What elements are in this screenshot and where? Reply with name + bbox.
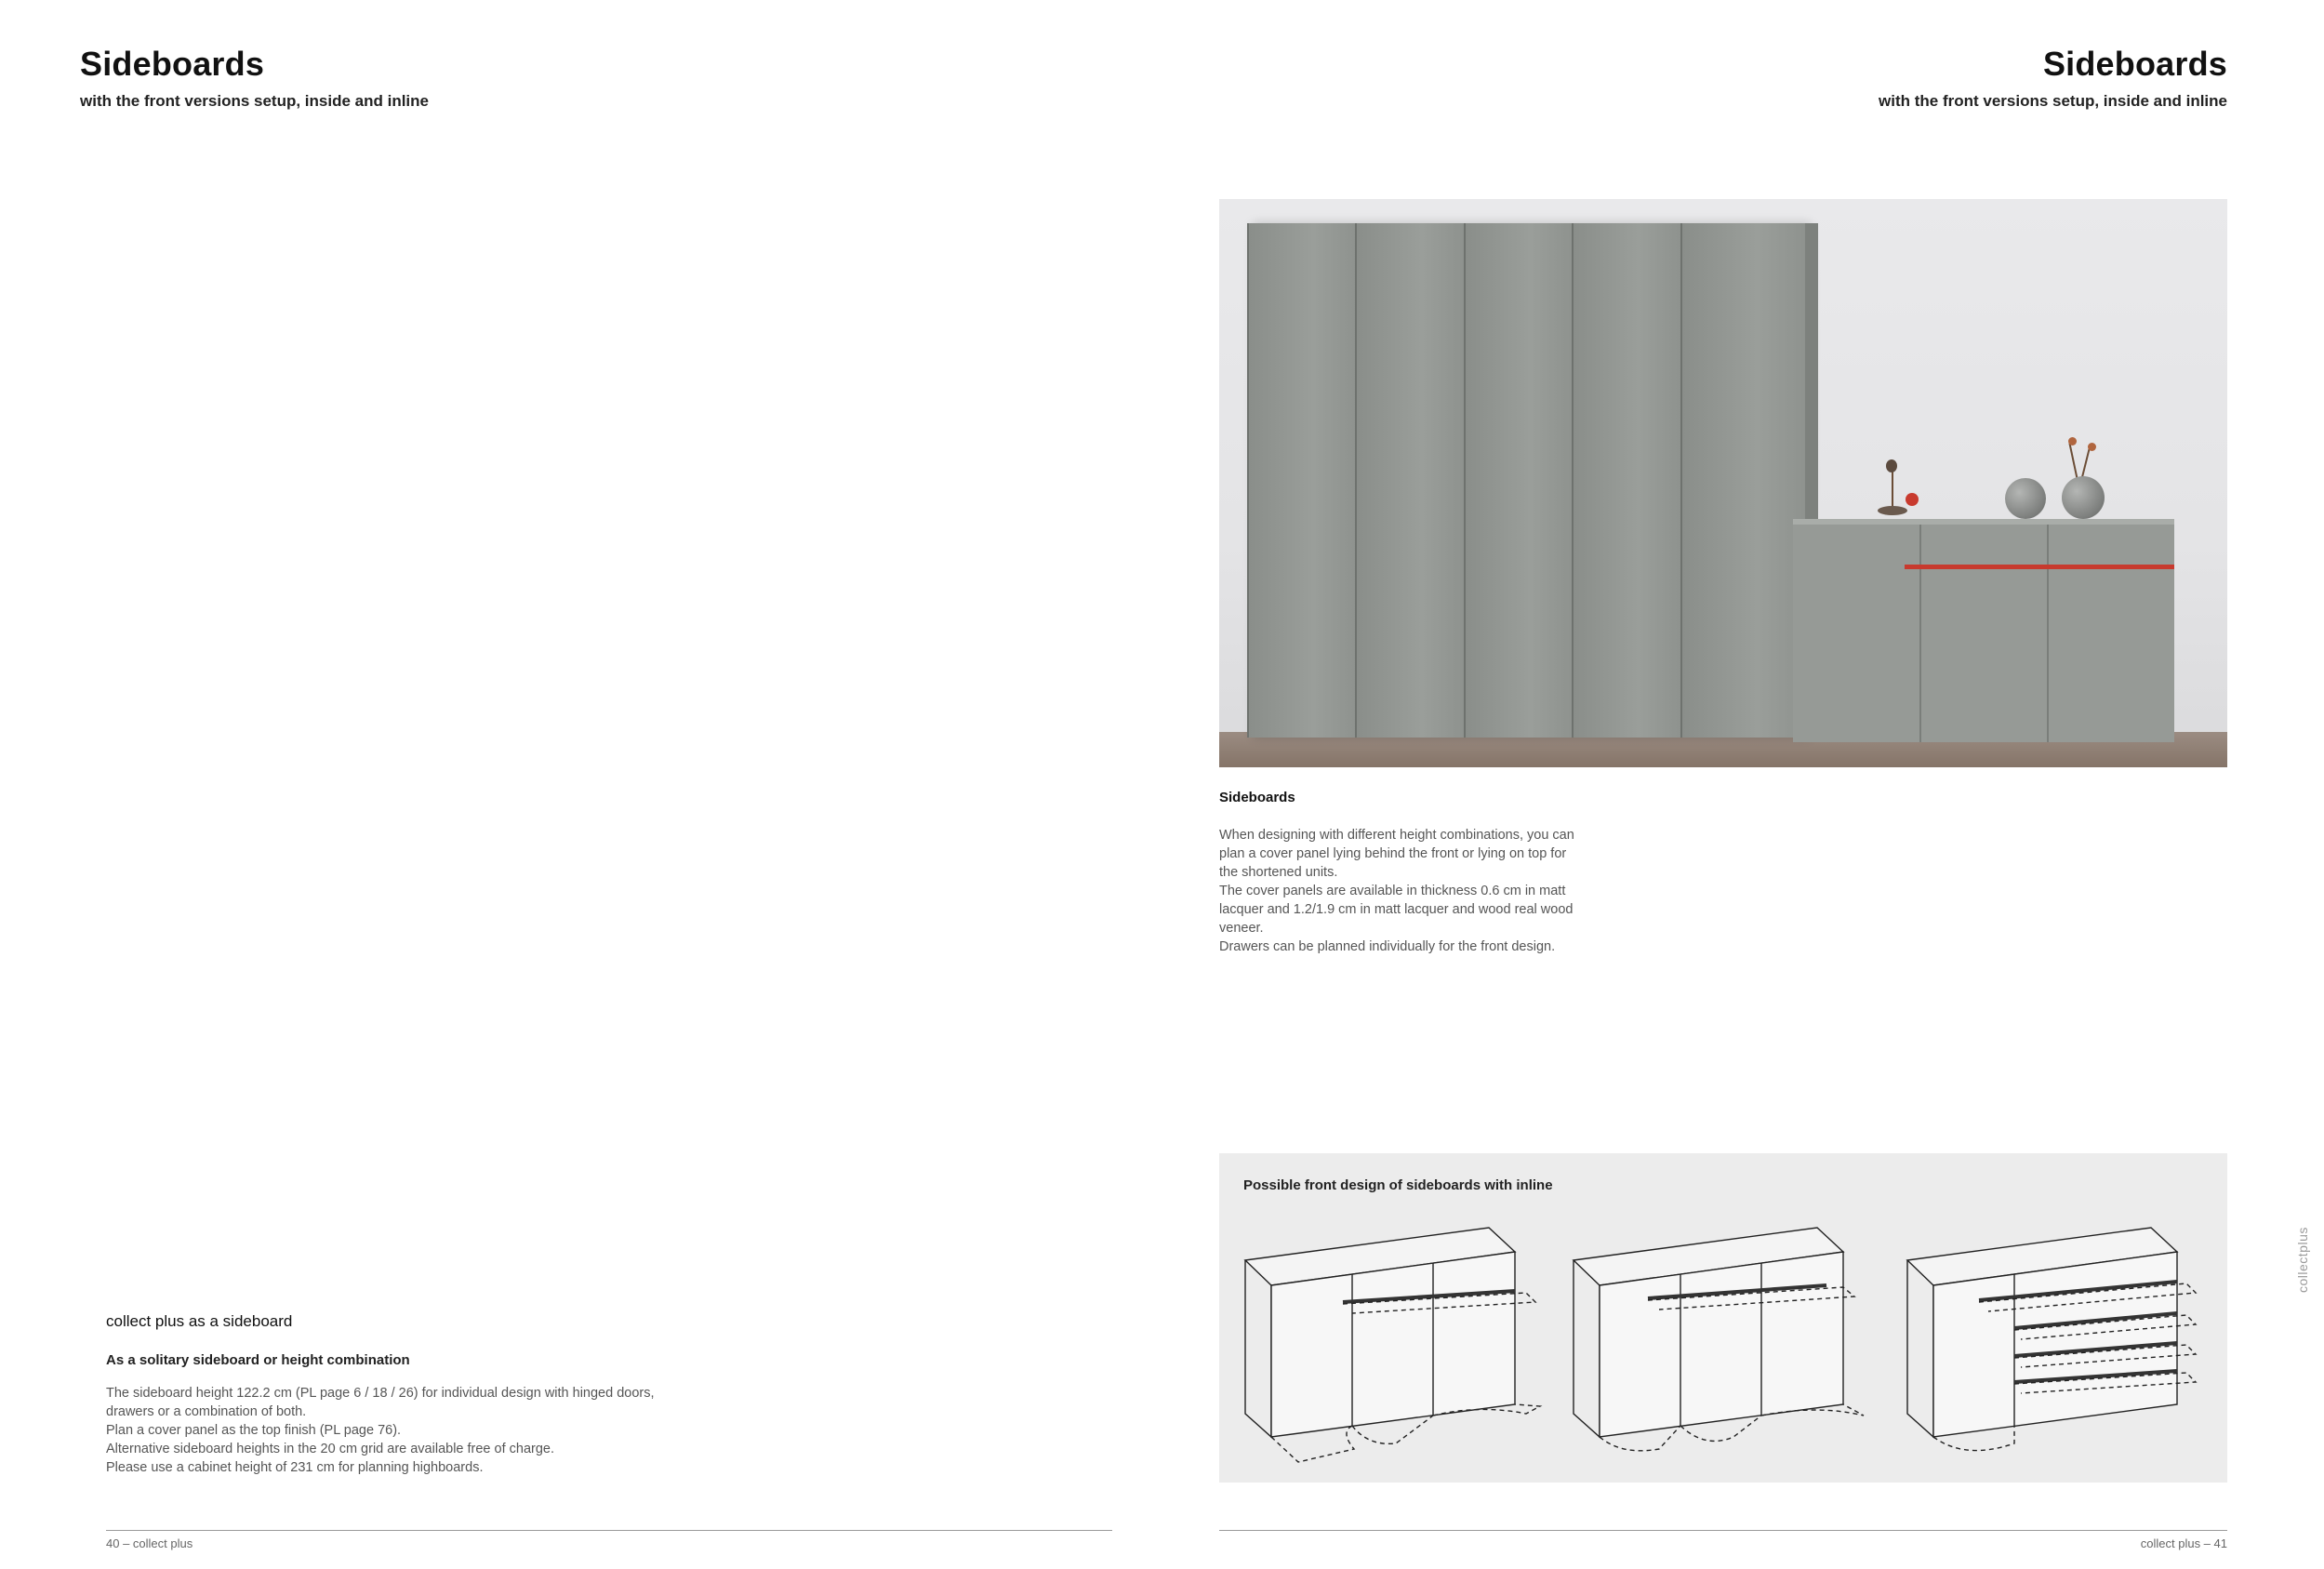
body-line: Please use a cabinet height of 231 cm for planning highboards. [106,1460,484,1475]
left-page-subtitle: with the front versions setup, inside and inline [80,92,429,110]
diagram-hinged-doors [1245,1228,1540,1462]
right-page-title: Sideboards [2042,45,2227,83]
cabinet-door [1680,223,1807,738]
caption-line: veneer. [1219,921,1264,936]
body-line: drawers or a combination of both. [106,1404,307,1419]
decor-base [1878,506,1907,515]
left-page-title: Sideboards [80,45,265,83]
decor-flower [2088,443,2096,451]
caption-title: Sideboards [1219,790,1295,805]
section-subtitle: As a solitary sideboard or height combination [106,1352,410,1368]
right-page-subtitle: with the front versions setup, inside and inline [1879,92,2227,110]
caption-line: When designing with different height combinations, you can [1219,828,1574,843]
sideboard-seam [2047,525,2049,742]
cabinet-door [1572,223,1681,738]
decor-flower [2068,437,2077,445]
caption-line: lacquer and 1.2/1.9 cm in matt lacquer and wood real wood [1219,902,1574,917]
sideboard-seam [1919,525,1921,742]
sideboard-photo [1219,199,2227,767]
section-body [106,1384,655,1477]
diagram-hinged-doors-2 [1574,1228,1864,1451]
caption-line: Drawers can be planned individually for the front design. [1219,939,1556,954]
decor-red-ball [1906,493,1919,506]
left-footer-rule [106,1530,1112,1531]
diagram-panel [1219,1153,2227,1483]
decor-vase [2062,476,2105,519]
diagram-title: Possible front design of sideboards with inline [1243,1177,1553,1193]
right-footer-rule [1219,1530,2227,1531]
decor-vase [2005,478,2046,519]
sideboard-diagrams [1219,1153,2227,1483]
body-line: Alternative sideboard heights in the 20 cm grid are available free of charge. [106,1442,555,1456]
low-sideboard [1793,519,2174,742]
diagram-drawers [1907,1228,2196,1451]
red-inline-handle [1905,565,2174,569]
left-footer: 40 – collect plus [106,1536,193,1550]
cabinet-door [1355,223,1465,738]
body-line: Plan a cover panel as the top finish (PL page 76). [106,1423,402,1438]
decor-figure [1886,459,1897,472]
tall-cabinet [1247,223,1805,738]
caption-body [1219,826,1574,956]
caption-line: plan a cover panel lying behind the front or lying on top for [1219,846,1567,861]
right-footer: collect plus – 41 [2140,1536,2227,1550]
cabinet-door [1464,223,1574,738]
side-brand-label: collectplus [2295,1227,2310,1293]
section-title: collect plus as a sideboard [106,1312,293,1330]
cabinet-door [1247,223,1357,738]
body-line: The sideboard height 122.2 cm (PL page 6 / 18 / 26) for individual design with hinged doors, [106,1386,655,1401]
caption-line: The cover panels are available in thickness 0.6 cm in matt [1219,884,1566,898]
caption-line: the shortened units. [1219,865,1338,880]
